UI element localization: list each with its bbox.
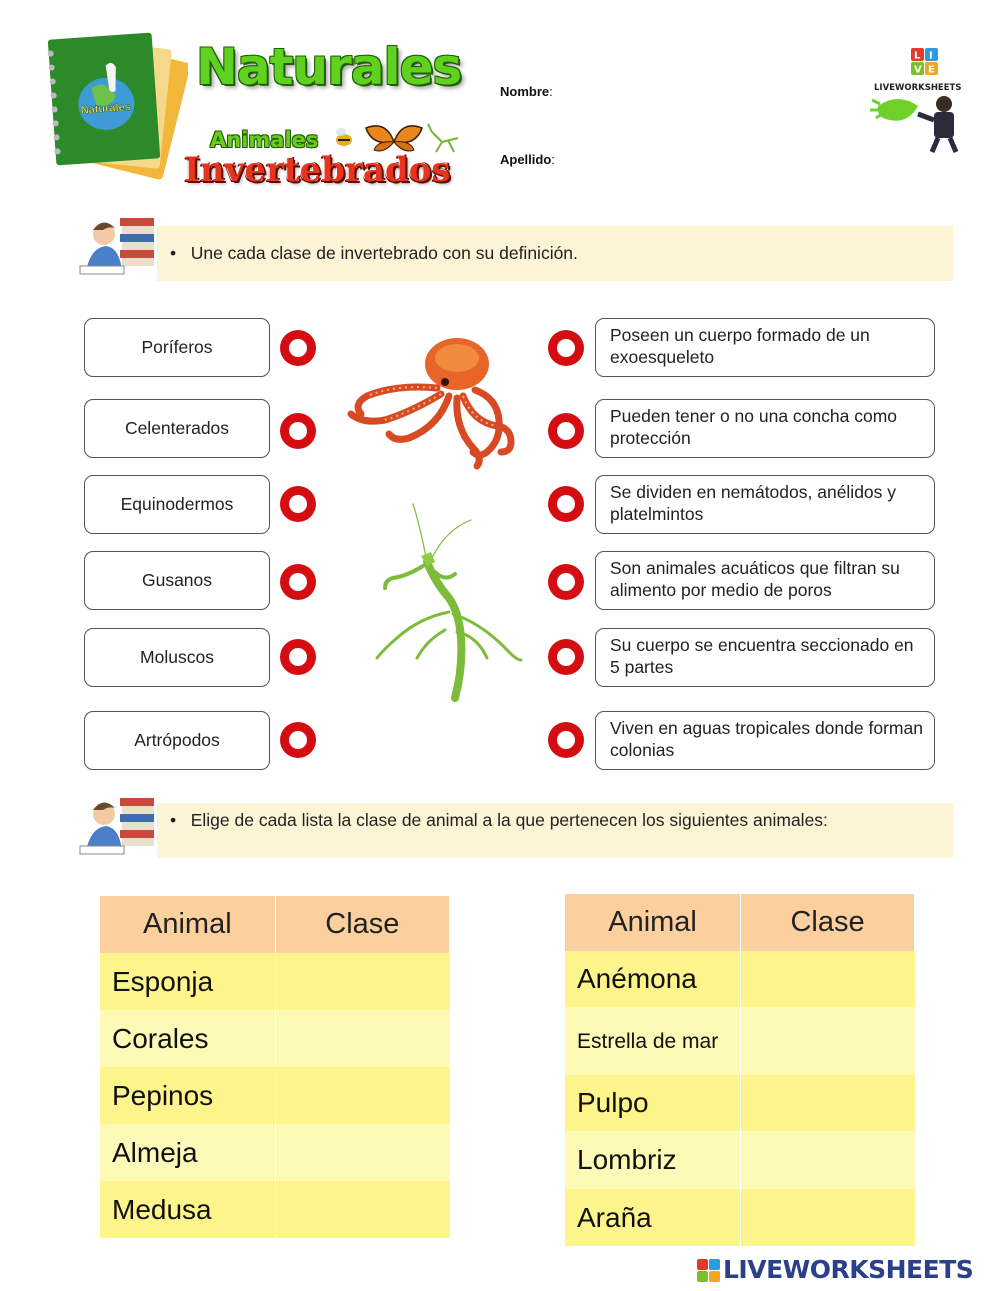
animal-cell: Pepinos <box>100 1067 275 1124</box>
header-animal: Animal <box>100 896 275 953</box>
page-title: Naturales <box>196 38 462 96</box>
clase-dropdown[interactable] <box>275 1010 449 1067</box>
table-row <box>565 1189 915 1246</box>
header-clase: Clase <box>741 894 915 951</box>
animal-cell: Esponja <box>100 953 275 1010</box>
class-box-poriferos: Poríferos <box>84 318 270 377</box>
workbook-cover-image <box>38 30 188 180</box>
apellido-input[interactable] <box>560 148 840 170</box>
table-row <box>100 953 450 1010</box>
animal-cell: Medusa <box>100 1181 275 1238</box>
definition-box-2: Pueden tener o no una concha como protección <box>595 399 935 458</box>
mantis-image <box>375 502 525 702</box>
definition-box-6: Viven en aguas tropicales donde forman colonias <box>595 711 935 770</box>
liveworksheets-mascot-logo <box>868 44 968 159</box>
animal-cell: Araña <box>565 1189 741 1246</box>
instruction-text-1: • Une cada clase de invertebrado con su definición. <box>170 243 578 263</box>
match-dot-right-2[interactable] <box>548 413 584 449</box>
logo-text: LIVEWORKSHEETS <box>874 83 962 93</box>
match-dot-right-5[interactable] <box>548 639 584 675</box>
match-dot-right-4[interactable] <box>548 564 584 600</box>
animal-class-table-left <box>100 896 450 1238</box>
footer-live-blocks-icon <box>697 1259 721 1283</box>
table-row <box>565 1075 915 1131</box>
class-box-moluscos: Moluscos <box>84 628 270 687</box>
logo-letter-e: E <box>928 64 935 76</box>
clase-dropdown[interactable] <box>741 1007 915 1075</box>
animal-cell: Pulpo <box>565 1075 741 1131</box>
match-dot-left-3[interactable] <box>280 486 316 522</box>
definition-box-1: Poseen un cuerpo formado de un exoesqueleto <box>595 318 935 377</box>
octopus-image <box>345 332 525 472</box>
clase-dropdown[interactable] <box>741 1075 915 1131</box>
animal-cell: Anémona <box>565 951 741 1007</box>
match-dot-right-1[interactable] <box>548 330 584 366</box>
table-row <box>100 1124 450 1181</box>
table-row <box>100 1181 450 1238</box>
footer-logo-text: LIVEWORKSHEETS <box>723 1255 974 1284</box>
instruction-bar-1 <box>157 226 953 281</box>
clase-dropdown[interactable] <box>275 1067 449 1124</box>
clase-dropdown[interactable] <box>275 953 449 1010</box>
table-row <box>565 951 915 1007</box>
logo-letter-i: I <box>929 50 933 62</box>
logo-letter-l: L <box>914 50 921 62</box>
header-animal: Animal <box>565 894 741 951</box>
class-box-celenterados: Celenterados <box>84 399 270 458</box>
table-row <box>100 1067 450 1124</box>
table-row <box>565 1007 915 1075</box>
match-dot-left-6[interactable] <box>280 722 316 758</box>
animal-class-table-right <box>565 894 915 1246</box>
match-dot-left-5[interactable] <box>280 639 316 675</box>
match-dot-left-1[interactable] <box>280 330 316 366</box>
animal-cell: Lombriz <box>565 1131 741 1189</box>
animal-cell: Corales <box>100 1010 275 1067</box>
nombre-input[interactable] <box>560 80 840 102</box>
apellido-label: Apellido: <box>500 152 555 167</box>
nombre-label: Nombre: <box>500 84 553 99</box>
student-reading-icon <box>76 212 158 282</box>
instruction-text-2: • Elige de cada lista la clase de animal a la que pertenecen los siguientes animales: <box>170 810 828 830</box>
instruction-bar-2 <box>157 803 953 858</box>
class-box-equinodermos: Equinodermos <box>84 475 270 534</box>
class-box-artropodos: Artrópodos <box>84 711 270 770</box>
clase-dropdown[interactable] <box>275 1181 449 1238</box>
animal-cell: Estrella de mar <box>565 1007 741 1075</box>
subtitle-invertebrados: Invertebrados <box>184 150 451 190</box>
table-row <box>565 1131 915 1189</box>
table-header-row <box>100 896 450 953</box>
match-dot-left-4[interactable] <box>280 564 316 600</box>
match-dot-right-3[interactable] <box>548 486 584 522</box>
student-reading-icon-2 <box>76 792 158 862</box>
definition-box-4: Son animales acuáticos que filtran su alimento por medio de poros <box>595 551 935 610</box>
footer-liveworksheets-logo <box>697 1255 997 1287</box>
clase-dropdown[interactable] <box>275 1124 449 1181</box>
clase-dropdown[interactable] <box>741 951 915 1007</box>
class-box-gusanos: Gusanos <box>84 551 270 610</box>
book-title: Naturales <box>80 101 132 117</box>
animal-cell: Almeja <box>100 1124 275 1181</box>
match-dot-right-6[interactable] <box>548 722 584 758</box>
table-row <box>100 1010 450 1067</box>
clase-dropdown[interactable] <box>741 1131 915 1189</box>
logo-letter-v: V <box>914 64 922 76</box>
definition-box-5: Su cuerpo se encuentra seccionado en 5 partes <box>595 628 935 687</box>
definition-box-3: Se dividen en nemátodos, anélidos y platelmintos <box>595 475 935 534</box>
table-header-row <box>565 894 915 951</box>
header-clase: Clase <box>275 896 449 953</box>
subtitle-animales: Animales <box>210 128 319 152</box>
match-dot-left-2[interactable] <box>280 413 316 449</box>
clase-dropdown[interactable] <box>741 1189 915 1246</box>
